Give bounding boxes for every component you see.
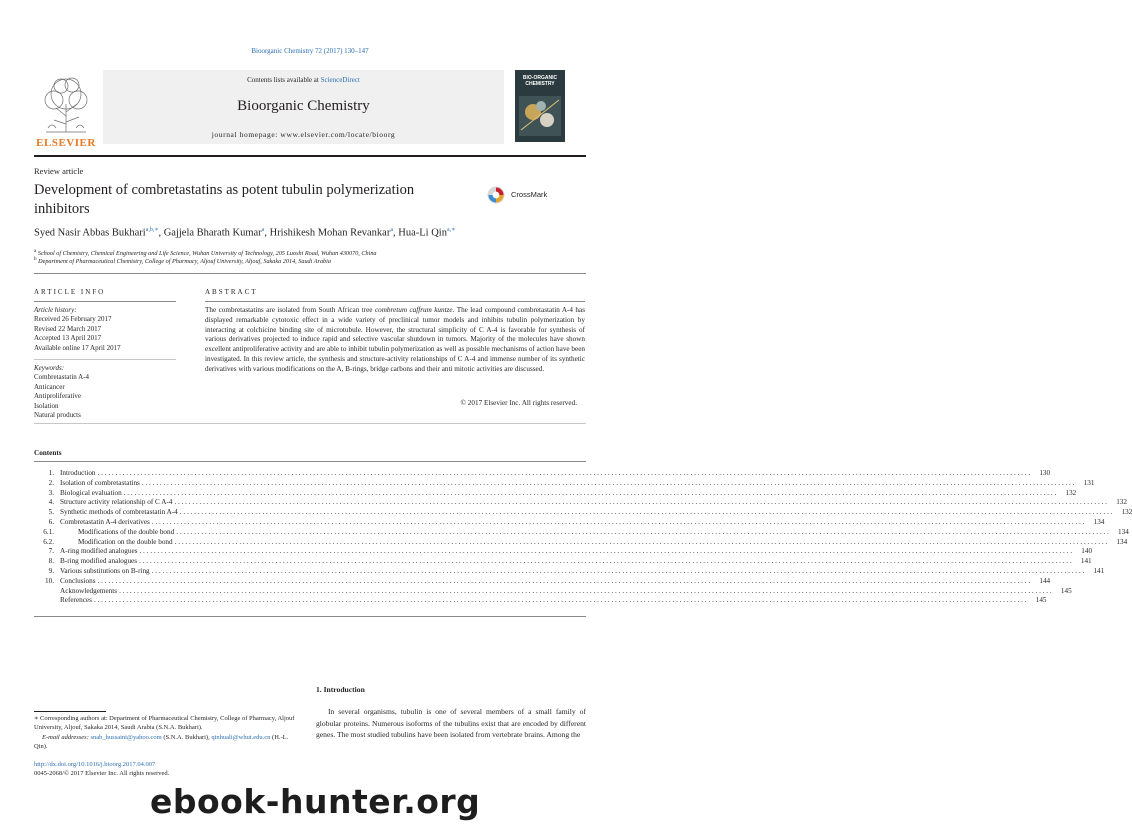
author-3: Hrishikesh Mohan Revankar	[269, 227, 391, 239]
email-owner-2: (H.-L. Qin).	[34, 733, 289, 751]
email-link-2[interactable]: qinhuali@whut.edu.cn	[211, 733, 271, 741]
toc-title[interactable]: Modification on the double bond	[78, 537, 173, 546]
toc-page-number: 132	[1065, 488, 1077, 497]
abstract-species: combretum caffrum kuntze	[374, 306, 453, 314]
introduction-body	[316, 706, 586, 741]
toc-number: 7.	[48, 547, 54, 556]
toc-number: 6.	[48, 517, 54, 526]
affiliation-b-label: b	[34, 256, 37, 262]
toc-page-number: 132	[1116, 498, 1127, 507]
journal-reference[interactable]	[0, 47, 620, 55]
keyword-3: Antiproliferative	[34, 392, 82, 401]
abstract-part1: The combretastatins are isolated from South African tree	[205, 306, 375, 314]
keyword-5: Natural products	[34, 411, 81, 420]
article-history-label: Article history:	[34, 306, 77, 314]
toc-leader-dots: . . . . . . . . . . . . . . . . . . . . . . . . . . . . . . . . . . . . . . . . . . . . . . . . . . . . . . . . . . . . . . . . . . . . . . . . . . . . . . . . . . . . . . . . . . . . . . . . . . . . . . . . . . . . . . . . . . . . . . . . . . . . . . . . . . . . . . . . . . . . . . . . . . . . . . . . . . . . . . . . . . . . . . . . . . . . . . . . . . . . . . . . . . . . . . . . . . . . . . . . . . . . . . . . . . . . . . . . . . . . . . . . . . . . . . . . . . . . . . . . . . . . . . . . . . . . . . . . . . . .	[139, 557, 1072, 566]
toc-row[interactable]	[34, 537, 1128, 548]
affiliation-b	[34, 256, 594, 265]
article-title: Development of combretastatins as potent tubulin polymerization inhibitors	[34, 182, 415, 217]
history-revised: Revised 22 March 2017	[34, 324, 102, 333]
toc-row[interactable]	[34, 566, 1105, 577]
toc-page-number: 134	[1116, 537, 1128, 546]
toc-title[interactable]: Isolation of combretastatins	[60, 478, 140, 487]
toc-leader-dots: . . . . . . . . . . . . . . . . . . . . . . . . . . . . . . . . . . . . . . . . . . . . . . . . . . . . . . . . . . . . . . . . . . . . . . . . . . . . . . . . . . . . . . . . . . . . . . . . . . . . . . . . . . . . . . . . . . . . . . . . . . . . . . . . . . . . . . . . . . . . . . . . . . . . . . . . . . . . . . . . . . . . . . . . . . . . . . . . . . . . . . . . . . . . . . . . . . . . . . . . . . . . . . . . . . . . . . . . . . . . . . . . . . . . . . . . . . . . . . . . . . . . . . . . . . . . . . . . . . . .	[176, 527, 1109, 536]
abstract-copyright: © 2017 Elsevier Inc. All rights reserved.	[460, 399, 577, 407]
cover-title-line1: BIO-ORGANIC	[522, 75, 558, 81]
issn-line: 0045-2068/© 2017 Elsevier Inc. All rights reserved.	[34, 770, 170, 778]
journal-name: Bioorganic Chemistry	[237, 98, 370, 114]
toc-page-number: 130	[1039, 469, 1051, 477]
toc-title[interactable]: Synthetic methods of combretastatin A-4	[60, 508, 178, 517]
toc-row[interactable]	[34, 488, 1077, 499]
journal-homepage-line	[103, 130, 504, 139]
author-4-affil[interactable]: a,∗	[446, 227, 456, 233]
toc-page-number: 145	[1035, 596, 1047, 605]
article-info-heading: ARTICLE INFO	[34, 288, 106, 296]
footnotes	[34, 714, 299, 752]
table-of-contents	[34, 469, 1132, 606]
corresponding-author-note: ∗ Corresponding authors at: Department of Pharmaceutical Chemistry, College of Pharmacy, Aljouf University, Aljouf, Sakaka 2014, Saudi Arabia (S.N.A. Bukhari).	[34, 715, 295, 732]
toc-page-number: 140	[1081, 547, 1093, 556]
toc-leader-dots: . . . . . . . . . . . . . . . . . . . . . . . . . . . . . . . . . . . . . . . . . . . . . . . . . . . . . . . . . . . . . . . . . . . . . . . . . . . . . . . . . . . . . . . . . . . . . . . . . . . . . . . . . . . . . . . . . . . . . . . . . . . . . . . . . . . . . . . . . . . . . . . . . . . . . . . . . . . . . . . . . . . . . . . . . . . . . . . . . . . . . . . . . . . . . . . . . . . . . . . . . . . . . . . . . . . . . . . . . . . . . . . . . . . . . . . . . . . . . . . . . . . . . . . . . . . . . . . . . . . .	[174, 537, 1108, 546]
history-accepted: Accepted 13 April 2017	[34, 334, 102, 343]
toc-number: 8.	[48, 557, 54, 566]
header-divider	[34, 155, 586, 157]
toc-leader-dots: . . . . . . . . . . . . . . . . . . . . . . . . . . . . . . . . . . . . . . . . . . . . . . . . . . . . . . . . . . . . . . . . . . . . . . . . . . . . . . . . . . . . . . . . . . . . . . . . . . . . . . . . . . . . . . . . . . . . . . . . . . . . . . . . . . . . . . . . . . . . . . . . . . . . . . . . . . . . . . . . . . . . . . . . . . . . . . . . . . . . . . . . . . . . . . . . . . . . . . . . . . . . . . . . . . . . . . . . . . . . . . . . . . . . . . . . . . . . . . . . . . . . . . . . . . . . . . . . . . . .	[139, 547, 1073, 556]
history-online: Available online 17 April 2017	[34, 343, 121, 352]
crossmark-label: CrossMark	[511, 190, 548, 199]
author-2: Gajjela Bharath Kumar	[163, 227, 262, 239]
toc-leader-dots: . . . . . . . . . . . . . . . . . . . . . . . . . . . . . . . . . . . . . . . . . . . . . . . . . . . . . . . . . . . . . . . . . . . . . . . . . . . . . . . . . . . . . . . . . . . . . . . . . . . . . . . . . . . . . . . . . . . . . . . . . . . . . . . . . . . . . . . . . . . . . . . . . . . . . . . . . . . . . . . . . . . . . . . . . . . . . . . . . . . . . . . . . . . . . . . . . . . . . . . . . . . . . . . . . . . . . . . . . . . . . . . . . . . . . . . . . . . . . . . . . . . . . . . . . . . . . . . . . . . .	[151, 566, 1085, 575]
toc-title[interactable]: Conclusions	[60, 576, 96, 585]
author-sep: ,	[264, 227, 270, 239]
toc-row[interactable]	[34, 557, 1092, 567]
author-sep: ,	[393, 227, 399, 239]
history-received: Received 26 February 2017	[34, 315, 112, 324]
doi-link[interactable]: http://dx.doi.org/10.1016/j.bioorg.2017.04.007	[34, 761, 156, 768]
article-history	[34, 306, 176, 353]
contents-available-line	[103, 76, 504, 84]
keyword-4: Isolation	[34, 401, 59, 410]
email-addresses	[34, 733, 299, 752]
toc-title[interactable]: A-ring modified analogues	[60, 547, 138, 556]
contents-heading: Contents	[34, 449, 62, 457]
toc-number: 10.	[45, 576, 54, 585]
toc-number: 9.	[48, 566, 54, 575]
abstract-text	[205, 306, 585, 375]
toc-page-number: 132	[1121, 508, 1132, 517]
abstract-part2: . The lead compound combretastatin A-4 has displayed remarkable cytotoxic effect in a wide variety of preclinical tumor models and inhibits tubulin polymerization by interacting at colchicine binding site of microtubule. However, the structural simplicity of C A-4 is favorable for synthesis of various derivatives projected to induce rapid and selective vascular shutdown in tumors. Majority of the molecules have shown excellent antiproliferative activity and are able to inhibit tubulin polymerization as well as possible mechanisms of action have been investigated. In this review article, the synthesis and structure-activity relationships of C A-4 and immense number of its synthetic derivatives with various modifications on the A, B-rings, bridge carbons and their anti mitotic activities are discussed.	[205, 306, 586, 373]
toc-title[interactable]: References	[60, 596, 92, 605]
journal-reference-link[interactable]: Bioorganic Chemistry 72 (2017) 130–147	[251, 47, 369, 55]
affiliation-a-label: a	[34, 248, 37, 254]
toc-title[interactable]: Modifications of the double bond	[78, 527, 175, 536]
email-owner-1: (S.N.A. Bukhari),	[161, 733, 212, 741]
keyword-2: Anticancer	[34, 382, 65, 391]
toc-number: 6.2.	[43, 537, 54, 546]
crossmark-badge[interactable]	[487, 186, 567, 204]
toc-title[interactable]: B-ring modified analogues	[60, 557, 138, 566]
toc-leader-dots: . . . . . . . . . . . . . . . . . . . . . . . . . . . . . . . . . . . . . . . . . . . . . . . . . . . . . . . . . . . . . . . . . . . . . . . . . . . . . . . . . . . . . . . . . . . . . . . . . . . . . . . . . . . . . . . . . . . . . . . . . . . . . . . . . . . . . . . . . . . . . . . . . . . . . . . . . . . . . . . . . . . . . . . . . . . . . . . . . . . . . . . . . . . . . . . . . . . . . . . . . . . . . . . . . . . . . . . . . . . . . . . . . . . . . . . . . . . . . . . . . . . . . . . . . . . . . . . . . . . .	[119, 586, 1052, 595]
toc-row[interactable]	[34, 469, 1051, 479]
abstract-bottom-rule	[34, 423, 586, 424]
keywords-rule	[34, 359, 176, 360]
toc-leader-dots: . . . . . . . . . . . . . . . . . . . . . . . . . . . . . . . . . . . . . . . . . . . . . . . . . . . . . . . . . . . . . . . . . . . . . . . . . . . . . . . . . . . . . . . . . . . . . . . . . . . . . . . . . . . . . . . . . . . . . . . . . . . . . . . . . . . . . . . . . . . . . . . . . . . . . . . . . . . . . . . . . . . . . . . . . . . . . . . . . . . . . . . . . . . . . . . . . . . . . . . . . . . . . . . . . . . . . . . . . . . . . . . . . . . . . . . . . . . . . . . . . . . . . . . . . . . . . . . . . . . .	[174, 498, 1107, 507]
toc-number: 2.	[48, 478, 54, 487]
toc-page-number: 134	[1093, 517, 1105, 526]
affiliation-b-text: Department of Pharmaceutical Chemistry, College of Pharmacy, Aljouf University, Aljouf, Sakaka 2014, Saudi Arabia	[38, 258, 331, 266]
toc-leader-dots: . . . . . . . . . . . . . . . . . . . . . . . . . . . . . . . . . . . . . . . . . . . . . . . . . . . . . . . . . . . . . . . . . . . . . . . . . . . . . . . . . . . . . . . . . . . . . . . . . . . . . . . . . . . . . . . . . . . . . . . . . . . . . . . . . . . . . . . . . . . . . . . . . . . . . . . . . . . . . . . . . . . . . . . . . . . . . . . . . . . . . . . . . . . . . . . . . . . . . . . . . . . . . . . . . . . . . . . . . . . . . . . . . . . . . . . . . . . . . . . . . . . . . . . . . . . . . . . . . . . .	[151, 517, 1085, 526]
toc-row[interactable]	[34, 517, 1105, 528]
affiliation-a-text: School of Chemistry, Chemical Engineering and Life Science, Wuhan University of Technology, 205 Luoshi Road, Wuhan 430070, China	[37, 250, 377, 258]
toc-title[interactable]: Combretastatin A-4 derivatives	[60, 517, 150, 526]
toc-row[interactable]	[34, 596, 1047, 606]
abstract-heading: ABSTRACT	[205, 288, 258, 296]
cover-title-line2: CHEMISTRY	[525, 80, 555, 87]
toc-leader-dots: . . . . . . . . . . . . . . . . . . . . . . . . . . . . . . . . . . . . . . . . . . . . . . . . . . . . . . . . . . . . . . . . . . . . . . . . . . . . . . . . . . . . . . . . . . . . . . . . . . . . . . . . . . . . . . . . . . . . . . . . . . . . . . . . . . . . . . . . . . . . . . . . . . . . . . . . . . . . . . . . . . . . . . . . . . . . . . . . . . . . . . . . . . . . . . . . . . . . . . . . . . . . . . . . . . . . . . . . . . . . . . . . . . . . . . . . . . . . . . . . . . . . . . . . . . . . . . . . . . . .	[93, 596, 1027, 605]
toc-number: 1.	[48, 469, 54, 477]
introduction-text: In several organisms, tubulin is one of several members of a small family of globular proteins. Numerous isoforms of the tubulins exist that are encoded by different genes. The most studied tubulins have been isolated from vertebrate brains. Among the	[316, 707, 586, 739]
toc-row[interactable]	[34, 586, 1072, 597]
toc-row[interactable]	[34, 547, 1093, 557]
introduction-heading: 1. Introduction	[316, 685, 365, 694]
toc-leader-dots: . . . . . . . . . . . . . . . . . . . . . . . . . . . . . . . . . . . . . . . . . . . . . . . . . . . . . . . . . . . . . . . . . . . . . . . . . . . . . . . . . . . . . . . . . . . . . . . . . . . . . . . . . . . . . . . . . . . . . . . . . . . . . . . . . . . . . . . . . . . . . . . . . . . . . . . . . . . . . . . . . . . . . . . . . . . . . . . . . . . . . . . . . . . . . . . . . . . . . . . . . . . . . . . . . . . . . . . . . . . . . . . . . . . . . . . . . . . . . . . . . . . . . . . . . . . . . . . . . . . .	[97, 576, 1031, 585]
author-2-affil[interactable]: a	[261, 227, 265, 233]
author-sep: ,	[158, 227, 164, 239]
sciencedirect-link[interactable]: ScienceDirect	[320, 76, 360, 84]
cover-title	[515, 76, 565, 87]
toc-title[interactable]: Structure activity relationship of C A-4	[60, 498, 173, 507]
toc-leader-dots: . . . . . . . . . . . . . . . . . . . . . . . . . . . . . . . . . . . . . . . . . . . . . . . . . . . . . . . . . . . . . . . . . . . . . . . . . . . . . . . . . . . . . . . . . . . . . . . . . . . . . . . . . . . . . . . . . . . . . . . . . . . . . . . . . . . . . . . . . . . . . . . . . . . . . . . . . . . . . . . . . . . . . . . . . . . . . . . . . . . . . . . . . . . . . . . . . . . . . . . . . . . . . . . . . . . . . . . . . . . . . . . . . . . . . . . . . . . . . . . . . . . . . . . . . . . . . . . . . . . .	[141, 478, 1075, 487]
toc-row[interactable]	[34, 527, 1129, 538]
toc-row[interactable]	[34, 498, 1127, 508]
keywords	[34, 364, 176, 420]
keywords-label: Keywords:	[34, 364, 65, 372]
toc-page-number: 131	[1083, 478, 1095, 487]
homepage-prefix: journal homepage:	[211, 130, 281, 139]
keyword-1: Combretastatin A-4	[34, 373, 90, 382]
article-info-rule	[34, 301, 176, 302]
toc-title[interactable]: Acknowledgements	[60, 586, 118, 595]
author-list	[34, 226, 594, 239]
email-label: E-mail addresses:	[42, 733, 89, 741]
doi-block	[34, 760, 169, 779]
elsevier-wordmark: ELSEVIER	[36, 137, 96, 149]
toc-row[interactable]	[34, 508, 1132, 518]
toc-row[interactable]	[34, 478, 1095, 489]
footnote-rule	[34, 711, 106, 712]
toc-page-number: 141	[1080, 557, 1092, 566]
toc-row[interactable]	[34, 576, 1051, 587]
article-type: Review article	[34, 166, 84, 176]
author-1-affil[interactable]: a,b,∗	[145, 227, 159, 233]
watermark: ebook-hunter.org	[150, 782, 481, 821]
author-3-affil[interactable]: a	[390, 227, 393, 233]
toc-page-number: 134	[1118, 527, 1129, 536]
author-1: Syed Nasir Abbas Bukhari	[34, 227, 146, 239]
author-4: Hua-Li Qin	[398, 227, 447, 239]
toc-title[interactable]: Various substitutions on B-ring	[60, 566, 150, 575]
contents-top-rule	[34, 461, 586, 462]
toc-page-number: 145	[1060, 586, 1072, 595]
toc-number: 4.	[48, 498, 54, 507]
homepage-link[interactable]: www.elsevier.com/locate/bioorg	[280, 130, 396, 139]
toc-page-number: 144	[1039, 576, 1051, 585]
contents-available-prefix: Contents lists available at	[247, 76, 321, 84]
toc-title[interactable]: Biological evaluation	[60, 488, 122, 497]
toc-leader-dots: . . . . . . . . . . . . . . . . . . . . . . . . . . . . . . . . . . . . . . . . . . . . . . . . . . . . . . . . . . . . . . . . . . . . . . . . . . . . . . . . . . . . . . . . . . . . . . . . . . . . . . . . . . . . . . . . . . . . . . . . . . . . . . . . . . . . . . . . . . . . . . . . . . . . . . . . . . . . . . . . . . . . . . . . . . . . . . . . . . . . . . . . . . . . . . . . . . . . . . . . . . . . . . . . . . . . . . . . . . . . . . . . . . . . . . . . . . . . . . . . . . . . . . . . . . . . . . . . . . . .	[123, 488, 1057, 497]
toc-leader-dots: . . . . . . . . . . . . . . . . . . . . . . . . . . . . . . . . . . . . . . . . . . . . . . . . . . . . . . . . . . . . . . . . . . . . . . . . . . . . . . . . . . . . . . . . . . . . . . . . . . . . . . . . . . . . . . . . . . . . . . . . . . . . . . . . . . . . . . . . . . . . . . . . . . . . . . . . . . . . . . . . . . . . . . . . . . . . . . . . . . . . . . . . . . . . . . . . . . . . . . . . . . . . . . . . . . . . . . . . . . . . . . . . . . . . . . . . . . . . . . . . . . . . . . . . . . . . . . . . . . . .	[179, 508, 1113, 517]
toc-page-number: 141	[1093, 566, 1105, 575]
toc-leader-dots: . . . . . . . . . . . . . . . . . . . . . . . . . . . . . . . . . . . . . . . . . . . . . . . . . . . . . . . . . . . . . . . . . . . . . . . . . . . . . . . . . . . . . . . . . . . . . . . . . . . . . . . . . . . . . . . . . . . . . . . . . . . . . . . . . . . . . . . . . . . . . . . . . . . . . . . . . . . . . . . . . . . . . . . . . . . . . . . . . . . . . . . . . . . . . . . . . . . . . . . . . . . . . . . . . . . . . . . . . . . . . . . . . . . . . . . . . . . . . . . . . . . . . . . . . . . . . . . . . . . .	[97, 469, 1031, 477]
toc-number: 6.1.	[43, 527, 54, 536]
crossmark-icon	[487, 186, 505, 204]
contents-bottom-rule	[34, 616, 586, 617]
toc-number: 3.	[48, 488, 54, 497]
toc-number: 5.	[48, 508, 54, 517]
email-link-1[interactable]: snab_hussaini@yahoo.com	[90, 733, 162, 741]
toc-title[interactable]: Introduction	[60, 469, 96, 477]
affiliation-divider	[34, 273, 586, 274]
abstract-rule	[205, 301, 585, 302]
